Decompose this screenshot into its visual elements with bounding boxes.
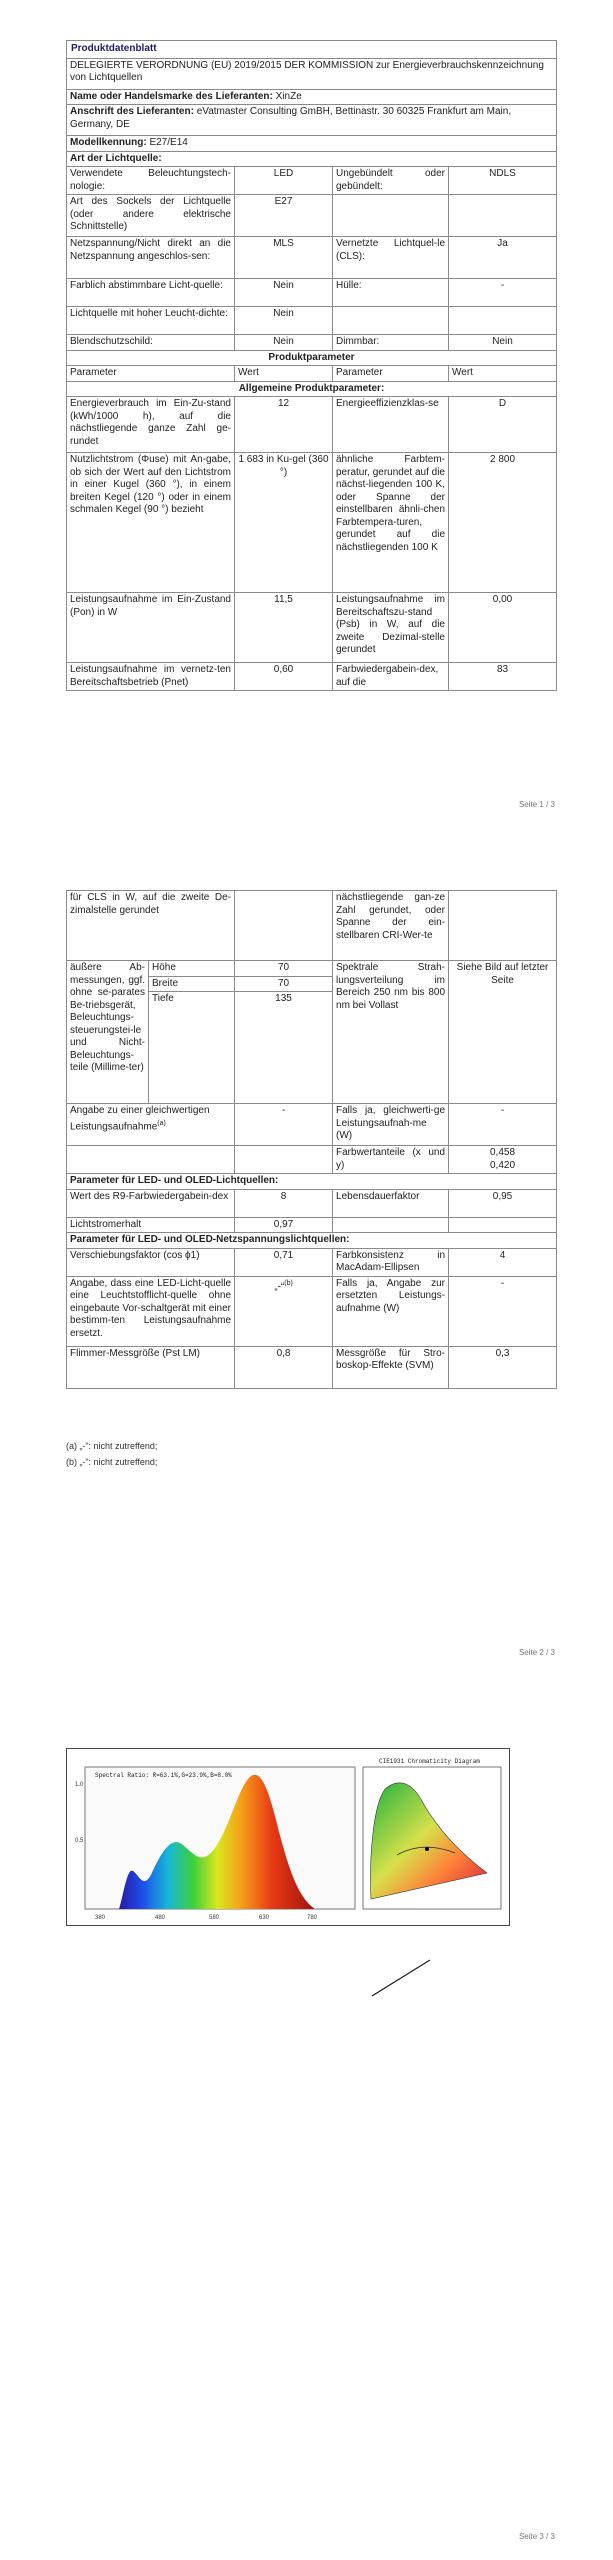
type-label: Lichtquelle mit hoher Leucht-dichte: — [67, 307, 235, 335]
spectrum-figure — [66, 1748, 510, 1926]
param-label: Leistungsaufnahme im vernetz-ten Bereitschaftsbetrieb (Pnet) — [67, 663, 235, 691]
param-label: Nutzlichtstrom (Φuse) mit An-gabe, ob sich der Wert auf den Lichtstrom in einer Kugel (360 °), in einem breiten Kegel (120 °) oder in einem schmalen Kegel (90 °) bezieht — [67, 453, 235, 593]
type-value: Nein — [449, 335, 557, 351]
lifetime-label: Lebensdauerfaktor — [333, 1189, 449, 1217]
lifetime-value: 0,95 — [449, 1189, 557, 1217]
general-heading: Allgemeine Produktparameter: — [67, 381, 557, 397]
chromaticity-label: Farbwertanteile (x und y) — [333, 1146, 449, 1174]
page-2 — [0, 820, 613, 1680]
supplier-address-label: Anschrift des Lieferanten: — [70, 106, 194, 117]
x-tick-label: 780 — [307, 1915, 318, 1921]
empty-cell — [67, 1146, 235, 1174]
datasheet-table-continued — [66, 890, 557, 1389]
r9-label: Wert des R9-Farbwiedergabein-dex — [67, 1189, 235, 1217]
replace-right-value: - — [449, 1276, 557, 1346]
type-label: Dimmbar: — [333, 335, 449, 351]
chromaticity-y: 0,420 — [490, 1159, 516, 1171]
stroboscopic-label: Messgröße für Stro-boskop-Effekte (SVM) — [333, 1346, 449, 1388]
param-label: Energieeffizienzklas-se — [333, 397, 449, 453]
regulation-text: DELEGIERTE VERORDNUNG (EU) 2019/2015 DER KOMMISSION zur Energieverbrauchskennzeichnung von Lichtquellen — [67, 58, 557, 89]
spectrum-figure-svg — [67, 1749, 509, 1925]
empty-cell — [235, 1146, 333, 1174]
chromaticity-x: 0,458 — [490, 1147, 516, 1158]
type-value: NDLS — [449, 167, 557, 195]
type-label: Art des Sockels der Lichtquelle (oder andere elektrische Schnittstelle) — [67, 195, 235, 237]
col-header-value: Wert — [235, 366, 333, 382]
y-tick-label: 0.5 — [75, 1838, 84, 1844]
page-title: Produktdatenblatt — [67, 41, 557, 59]
type-value: Nein — [235, 307, 333, 335]
model-value: E27/E14 — [149, 137, 188, 148]
r9-value: 8 — [235, 1189, 333, 1217]
param-label: Leistungsaufnahme im Bereitschaftszu-stand (Psb) in W, auf die zweite Dezimal-stelle gerundet — [333, 593, 449, 663]
chromaticity-values — [449, 1146, 557, 1174]
equiv-power-label: Angabe zu einer gleichwertigen Leistungsaufnahme — [70, 1105, 210, 1132]
type-value: - — [449, 279, 557, 307]
equiv-power-value: - — [235, 1104, 333, 1146]
dim-depth-value: 135 — [235, 992, 333, 1104]
flicker-label: Flimmer-Messgröße (Pst LM) — [67, 1346, 235, 1388]
params-heading: Produktparameter — [67, 350, 557, 366]
col-header-value: Wert — [449, 366, 557, 382]
type-value: MLS — [235, 237, 333, 279]
shift-factor-value: 0,71 — [235, 1248, 333, 1276]
param-value: 83 — [449, 663, 557, 691]
param-value: 1 683 in Ku-gel (360 °) — [235, 453, 333, 593]
param-value: 11,5 — [235, 593, 333, 663]
equiv-right-value: - — [449, 1104, 557, 1146]
param-value: 0,60 — [235, 663, 333, 691]
page-footer: Seite 1 / 3 — [518, 800, 555, 809]
empty-cell — [333, 1217, 449, 1233]
shift-factor-label: Verschiebungsfaktor (cos ϕ1) — [67, 1248, 235, 1276]
type-value: E27 — [235, 195, 333, 237]
replace-right-label: Falls ja, Angabe zur ersetzten Leistungs-aufnahme (W) — [333, 1276, 449, 1346]
type-label: Blendschutzschild: — [67, 335, 235, 351]
empty-cell — [449, 307, 557, 335]
param-label: Energieverbrauch im Ein-Zu-stand (kWh/1000 h), auf die nächstliegende ganze Zahl ge-rundet — [67, 397, 235, 453]
equiv-power-cell — [67, 1104, 235, 1146]
dimensions-label: äußere Ab-messungen, ggf. ohne se-parates Be-triebsgerät, Beleuchtungs-steuerungstei-le und Nicht-Beleuchtungs-teile (Millime-ter) — [67, 961, 149, 1104]
supplier-name-label: Name oder Handelsmarke des Lieferanten: — [70, 90, 273, 102]
param-label: nächstliegende gan-ze Zahl gerundet, oder Spanne der ein-stellbaren CRI-Wer-te — [333, 891, 449, 961]
maintenance-value: 0,97 — [235, 1217, 333, 1233]
page-1 — [0, 0, 613, 820]
footnote-b: (b) „-“: nicht zutreffend; — [66, 1457, 158, 1467]
consistency-value: 4 — [449, 1248, 557, 1276]
footnote-marker: (b) — [284, 1279, 293, 1287]
signature-stroke — [370, 1958, 434, 1998]
footnote-a: (a) „-“: nicht zutreffend; — [66, 1441, 158, 1451]
supplier-name: XinZe — [275, 90, 302, 102]
led-heading: Parameter für LED- und OLED-Lichtquellen: — [67, 1174, 557, 1190]
x-tick-label: 630 — [259, 1915, 270, 1921]
type-label: Netzspannung/Nicht direkt an die Netzspannung angeschlos-sen: — [67, 237, 235, 279]
cie-diagram — [363, 1758, 501, 1909]
spectrum-plot — [75, 1767, 355, 1921]
type-label: Farblich abstimmbare Licht-quelle: — [67, 279, 235, 307]
consistency-label: Farbkonsistenz in MacAdam-Ellipsen — [333, 1248, 449, 1276]
maintenance-label: Lichtstromerhalt — [67, 1217, 235, 1233]
x-tick-label: 380 — [95, 1915, 106, 1921]
empty-cell — [449, 195, 557, 237]
param-value: D — [449, 397, 557, 453]
footnote-marker: (a) — [157, 1119, 166, 1127]
type-value: Nein — [235, 335, 333, 351]
empty-cell — [449, 891, 557, 961]
x-tick-label: 580 — [209, 1915, 220, 1921]
chromaticity-point — [425, 1847, 429, 1851]
param-value: 12 — [235, 397, 333, 453]
param-value: 2 800 — [449, 453, 557, 593]
x-tick-label: 480 — [155, 1915, 166, 1921]
dim-height-value: 70 — [235, 961, 333, 977]
empty-cell — [449, 1217, 557, 1233]
flicker-value: 0,8 — [235, 1346, 333, 1388]
param-label: Farbwiedergabein-dex, auf die — [333, 663, 449, 691]
replace-value: „-“ — [274, 1280, 285, 1292]
supplier-address-row — [67, 105, 557, 136]
type-value: LED — [235, 167, 333, 195]
empty-cell — [333, 307, 449, 335]
type-label: Ungebündelt oder gebündelt: — [333, 167, 449, 195]
model-label: Modellkennung: — [70, 137, 147, 148]
spectral-label: Spektrale Strah-lungsverteilung im Bereich 250 nm bis 800 nm bei Vollast — [333, 961, 449, 1104]
stroboscopic-value: 0,3 — [449, 1346, 557, 1388]
empty-cell — [235, 891, 333, 961]
empty-cell — [333, 195, 449, 237]
page-3 — [0, 1680, 613, 2560]
y-tick-label: 1.0 — [75, 1782, 84, 1788]
type-value: Nein — [235, 279, 333, 307]
col-header-parameter: Parameter — [67, 366, 235, 382]
supplier-name-row — [67, 89, 557, 105]
dim-depth-label: Tiefe — [149, 992, 235, 1104]
spectrum-ratio-label: Spectral Ratio: R=63.1%,G=23.9%,B=8.0% — [95, 1772, 232, 1779]
spectral-value: Siehe Bild auf letzter Seite — [449, 961, 557, 1104]
dim-width-label: Breite — [149, 976, 235, 992]
cie-title: CIE1931 Chromaticity Diagram — [379, 1758, 480, 1765]
equiv-right-label: Falls ja, gleichwerti-ge Leistungsaufnah-me (W) — [333, 1104, 449, 1146]
param-label: für CLS in W, auf die zweite De-zimalstelle gerundet — [67, 891, 235, 961]
param-label: Leistungsaufnahme im Ein-Zustand (Pon) in W — [67, 593, 235, 663]
param-label: ähnliche Farbtem-peratur, gerundet auf die nächst-liegenden 100 K, oder Spanne der einstellbaren ähnli-chen Farbtempera-turen, gerundet auf die nächstliegenden 100 K — [333, 453, 449, 593]
datasheet-table — [66, 40, 557, 691]
type-label: Verwendete Beleuchtungstech-nologie: — [67, 167, 235, 195]
dim-width-value: 70 — [235, 976, 333, 992]
type-value: Ja — [449, 237, 557, 279]
page-footer: Seite 3 / 3 — [518, 2532, 555, 2541]
replace-label: Angabe, dass eine LED-Licht-quelle eine Leuchtstofflicht-quelle ohne eingebaute Vor-schaltgerät mit einer bestimm-ten Leistungsaufnahme ersetzt. — [67, 1276, 235, 1346]
mains-heading: Parameter für LED- und OLED-Netzspannungslichtquellen: — [67, 1233, 557, 1249]
supplier-address: eVatmaster Consulting GmBH, Bettinastr. 30 60325 Frankfurt am Main, Germany, DE — [70, 106, 512, 130]
dim-height-label: Höhe — [149, 961, 235, 977]
page-footer: Seite 2 / 3 — [518, 1648, 555, 1657]
replace-value-cell — [235, 1276, 333, 1346]
type-label: Vernetzte Lichtquel-le (CLS): — [333, 237, 449, 279]
model-row — [67, 136, 557, 152]
type-label: Hülle: — [333, 279, 449, 307]
param-value: 0,00 — [449, 593, 557, 663]
type-heading: Art der Lichtquelle: — [67, 151, 557, 167]
col-header-parameter: Parameter — [333, 366, 449, 382]
